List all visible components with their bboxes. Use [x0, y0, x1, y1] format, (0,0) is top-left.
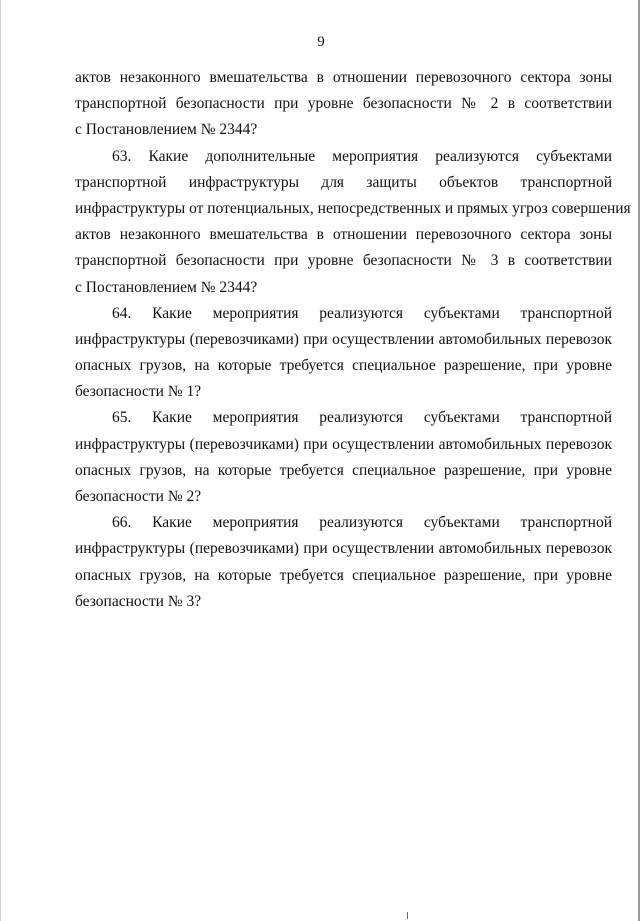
text-line: инфраструктуры (перевозчиками) при осуществлении автомобильных перевозок [75, 435, 612, 453]
text-line: с Постановлением № 2344? [75, 121, 258, 139]
text-line: инфраструктуры от потенциальных, непосредственных и прямых угроз совершения [75, 199, 631, 217]
text-line: 64. Какие мероприятия реализуются субъектами транспортной [112, 304, 612, 322]
text-line: опасных грузов, на которые требуется специальное разрешение, при уровне [75, 357, 612, 375]
text-line: актов незаконного вмешательства в отношении перевозочного сектора зоны [75, 69, 612, 86]
document-body [75, 65, 631, 615]
question-66 [75, 510, 612, 615]
text-line: актов незаконного вмешательства в отношении перевозочного сектора зоны [75, 226, 612, 244]
text-line: с Постановлением № 2344? [75, 278, 258, 296]
text-line: транспортной безопасности при уровне безопасности № 2 в соответствии [75, 95, 612, 113]
text-line: 63. Какие дополнительные мероприятия реализуются субъектами [112, 147, 612, 165]
text-line: транспортной инфраструктуры для защиты объектов транспортной [75, 173, 612, 191]
text-line: 65. Какие мероприятия реализуются субъектами транспортной [112, 409, 612, 427]
text-line: безопасности № 1? [75, 383, 202, 401]
page-number: 9 [317, 34, 325, 50]
question-64 [75, 301, 612, 406]
text-line: опасных грузов, на которые требуется специальное разрешение, при уровне [75, 566, 612, 584]
text-line: опасных грузов, на которые требуется специальное разрешение, при уровне [75, 461, 612, 479]
text-line: инфраструктуры (перевозчиками) при осуществлении автомобильных перевозок [75, 540, 612, 558]
text-line: инфраструктуры (перевозчиками) при осуществлении автомобильных перевозок [75, 330, 612, 348]
text-line: 66. Какие мероприятия реализуются субъектами транспортной [112, 514, 612, 532]
text-line: безопасности № 3? [75, 592, 202, 610]
question-63 [75, 144, 631, 301]
text-line: транспортной безопасности при уровне безопасности № 3 в соответствии [75, 252, 612, 270]
paragraph-continuation [75, 65, 612, 144]
question-65 [75, 405, 612, 510]
text-line: безопасности № 2? [75, 488, 202, 505]
scan-artifact [407, 912, 408, 919]
